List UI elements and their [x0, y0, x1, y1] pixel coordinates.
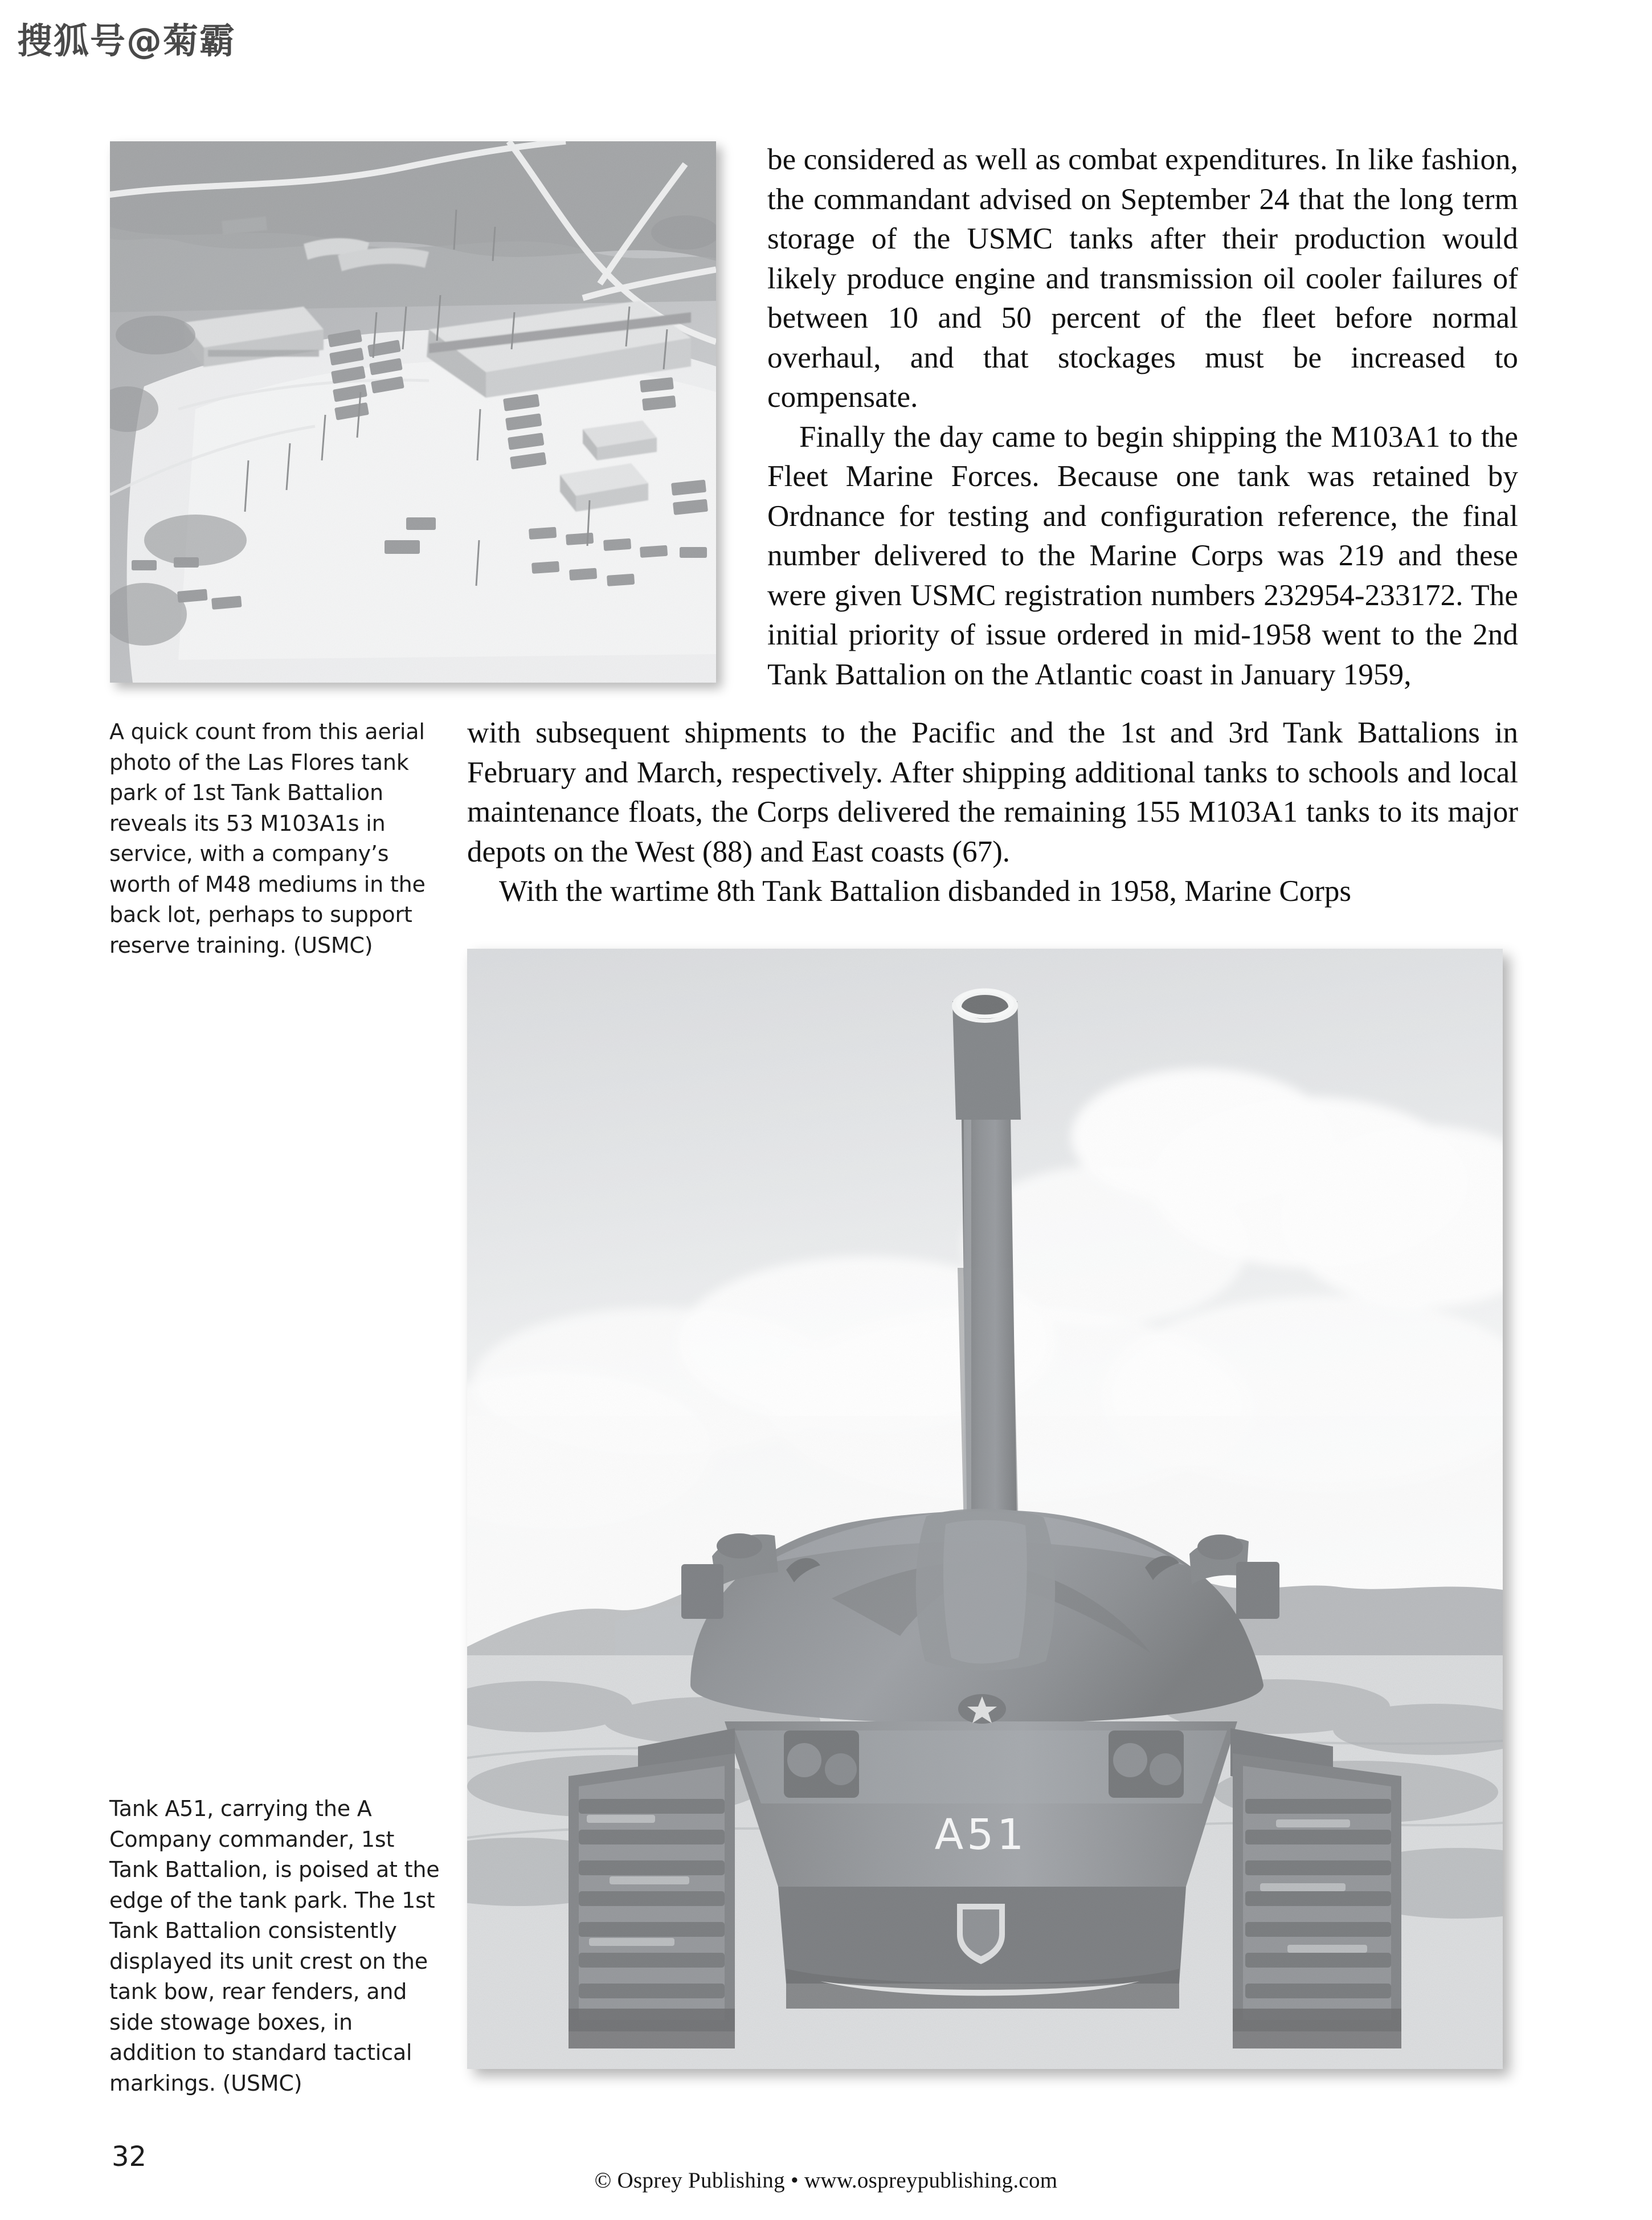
body-text-fullwidth	[467, 713, 1518, 912]
aerial-photo-figure	[110, 141, 716, 683]
tank-photo-caption: Tank A51, carrying the A Company commander, 1st Tank Battalion, is poised at the edge of the tank park. The 1st Tank Battalion consistently displayed its unit crest on the tank bow, rear fenders, and side stowage boxes, in addition to standard tactical markings. (USMC)	[109, 1796, 440, 2096]
copyright-line: © Osprey Publishing • www.ospreypublishing.com	[594, 2168, 1058, 2193]
body-text-column	[767, 140, 1518, 695]
paragraph: Finally the day came to begin shipping the M103A1 to the Fleet Marine Forces. Because one tank was retained by Ordnance for testing and configuration reference, the final number delivered to the Marine Corps was 219 and these were given USMC registration numbers 232954-233172. The initial priority of issue ordered in mid-1958 went to the 2nd Tank Battalion on the Atlantic coast in January 1959,	[767, 420, 1518, 691]
tank-hull-number: A51	[934, 1810, 1028, 1859]
aerial-tank-park-photo	[110, 141, 716, 683]
paragraph: with subsequent shipments to the Pacific and the 1st and 3rd Tank Battalions in February and March, respectively. After shipping additional tanks to schools and local maintenance floats, the Corps delivered the remaining 155 M103A1 tanks to its major depots on the West (88) and East coasts (67).	[467, 716, 1518, 868]
aerial-photo-caption: A quick count from this aerial photo of the Las Flores tank park of 1st Tank Battalion reveals its 53 M103A1s in service, with a company’s worth of M48 mediums in the back lot, perhaps to support reserve training. (USMC)	[109, 719, 426, 958]
tank-a51-photo	[467, 949, 1503, 2069]
tank-photo-figure	[467, 949, 1503, 2069]
paragraph: With the wartime 8th Tank Battalion disbanded in 1958, Marine Corps	[499, 875, 1352, 908]
page-number: 32	[112, 2141, 147, 2173]
site-watermark: 搜狐号@菊霸	[17, 20, 236, 62]
paragraph: be considered as well as combat expenditures. In like fashion, the commandant advised on September 24 that the long term storage of the USMC tanks after their production would likely produce engine and transmission oil cooler failures of between 10 and 50 percent of the fleet before normal overhaul, and that stockages must be increased to compensate.	[767, 143, 1518, 414]
